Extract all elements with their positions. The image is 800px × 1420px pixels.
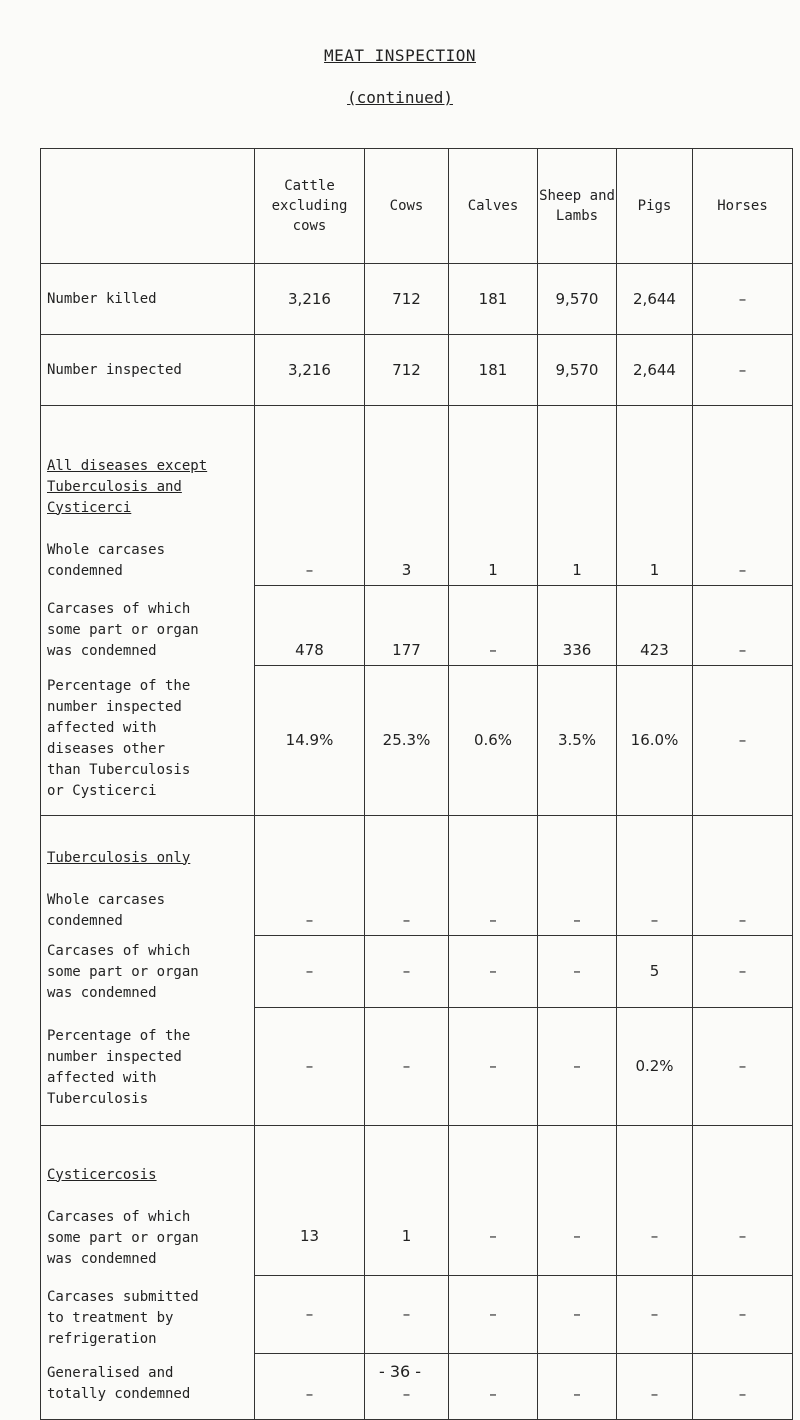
column-header-pigs: Pigs xyxy=(617,149,693,264)
table-cell: – xyxy=(365,936,449,1008)
table-row xyxy=(41,936,793,1008)
table-cell: – xyxy=(365,1008,449,1126)
table-cell: 336 xyxy=(538,586,617,666)
row-label: Carcases submitted to treatment by refrigeration xyxy=(41,1276,255,1354)
table-cell: 423 xyxy=(617,586,693,666)
table-cell: 16.0% xyxy=(617,666,693,816)
table-row xyxy=(41,816,793,936)
table-row xyxy=(41,335,793,406)
table-cell: – xyxy=(693,1276,793,1354)
row-label: Carcases of which some part or organ was condemned xyxy=(41,936,255,1008)
table-cell: – xyxy=(449,1276,538,1354)
table-cell: – xyxy=(617,1276,693,1354)
meat-inspection-table xyxy=(40,148,793,1420)
row-label: Percentage of the number inspected affected with Tuberculosis xyxy=(41,1008,255,1126)
table-cell: 0.6% xyxy=(449,666,538,816)
table-cell: 3,216 xyxy=(255,335,365,406)
table-cell: – xyxy=(693,264,793,335)
table-cell: 712 xyxy=(365,335,449,406)
section-heading: All diseases except xyxy=(47,457,208,474)
table-cell: 1 xyxy=(617,406,693,586)
table-cell: 3,216 xyxy=(255,264,365,335)
table-cell: – xyxy=(365,816,449,936)
page-title: MEAT INSPECTION xyxy=(324,46,476,65)
table-cell: – xyxy=(538,816,617,936)
row-label: Tuberculosis only Whole carcases condemned xyxy=(41,816,255,936)
table-cell: 0.2% xyxy=(617,1008,693,1126)
column-header-row xyxy=(41,149,793,264)
table-cell: – xyxy=(693,406,793,586)
table-cell: – xyxy=(365,1276,449,1354)
row-label: Generalised and totally condemned xyxy=(41,1354,255,1420)
table-cell: 1 xyxy=(449,406,538,586)
table-cell: – xyxy=(693,1354,793,1420)
table-cell: – xyxy=(365,1354,449,1420)
table-cell: – xyxy=(255,1354,365,1420)
table-cell: – xyxy=(538,936,617,1008)
table-cell: 478 xyxy=(255,586,365,666)
table-cell: 181 xyxy=(449,264,538,335)
section-heading: Tuberculosis only xyxy=(47,849,191,866)
table-cell: – xyxy=(255,1008,365,1126)
column-header-blank xyxy=(41,149,255,264)
table-cell: – xyxy=(693,335,793,406)
table-cell: – xyxy=(693,586,793,666)
table-cell: 181 xyxy=(449,335,538,406)
table-row xyxy=(41,586,793,666)
table-cell: 9,570 xyxy=(538,264,617,335)
table-cell: 2,644 xyxy=(617,264,693,335)
table-cell: 5 xyxy=(617,936,693,1008)
table-cell: 3 xyxy=(365,406,449,586)
column-header-calves: Calves xyxy=(449,149,538,264)
table-row xyxy=(41,1008,793,1126)
table-cell: – xyxy=(538,1008,617,1126)
row-label: Carcases of which some part or organ was condemned xyxy=(41,586,255,666)
table-cell: 25.3% xyxy=(365,666,449,816)
table-row xyxy=(41,1126,793,1276)
row-label: Cysticercosis Carcases of which some part or organ was condemned xyxy=(41,1126,255,1276)
table-cell: – xyxy=(449,586,538,666)
table-row xyxy=(41,666,793,816)
column-header-horses: Horses xyxy=(693,149,793,264)
table-cell: – xyxy=(255,1276,365,1354)
table-cell: – xyxy=(538,1126,617,1276)
table-cell: 1 xyxy=(538,406,617,586)
section-heading: Cysticercosis xyxy=(47,1166,157,1183)
table-row xyxy=(41,1276,793,1354)
column-header-cows: Cows xyxy=(365,149,449,264)
column-header-sheep: Sheep and Lambs xyxy=(538,149,617,264)
table-cell: – xyxy=(693,816,793,936)
table-cell: – xyxy=(255,816,365,936)
column-header-cattle: Cattle excluding cows xyxy=(255,149,365,264)
page-number: - 36 - xyxy=(378,1362,422,1381)
page-subtitle: (continued) xyxy=(347,88,453,107)
table-cell: – xyxy=(693,1126,793,1276)
table-cell: – xyxy=(617,816,693,936)
table-cell: – xyxy=(449,1126,538,1276)
table-cell: – xyxy=(449,1354,538,1420)
table-cell: 13 xyxy=(255,1126,365,1276)
table-cell: – xyxy=(255,406,365,586)
table-row xyxy=(41,264,793,335)
table-cell: 712 xyxy=(365,264,449,335)
table-cell: – xyxy=(449,1008,538,1126)
row-label: Number inspected xyxy=(41,335,255,406)
row-label: All diseases except Tuberculosis and Cysticerci Whole carcases condemned xyxy=(41,406,255,586)
table-cell: – xyxy=(449,936,538,1008)
table-cell: – xyxy=(449,816,538,936)
row-label: Percentage of the number inspected affected with diseases other than Tuberculosis or Cysticerci xyxy=(41,666,255,816)
table-cell: 14.9% xyxy=(255,666,365,816)
section-heading: Tuberculosis and xyxy=(47,478,182,495)
table-cell: 2,644 xyxy=(617,335,693,406)
table-cell: 1 xyxy=(365,1126,449,1276)
table-cell: – xyxy=(538,1354,617,1420)
table-cell: 3.5% xyxy=(538,666,617,816)
table-cell: – xyxy=(693,1008,793,1126)
section-heading: Cysticerci xyxy=(47,499,132,516)
table-cell: – xyxy=(693,936,793,1008)
row-label: Number killed xyxy=(41,264,255,335)
table-cell: – xyxy=(538,1276,617,1354)
table-cell: – xyxy=(617,1126,693,1276)
table-cell: – xyxy=(693,666,793,816)
table-cell: – xyxy=(617,1354,693,1420)
table-cell: 177 xyxy=(365,586,449,666)
table-cell: – xyxy=(255,936,365,1008)
table-cell: 9,570 xyxy=(538,335,617,406)
table-row xyxy=(41,406,793,586)
